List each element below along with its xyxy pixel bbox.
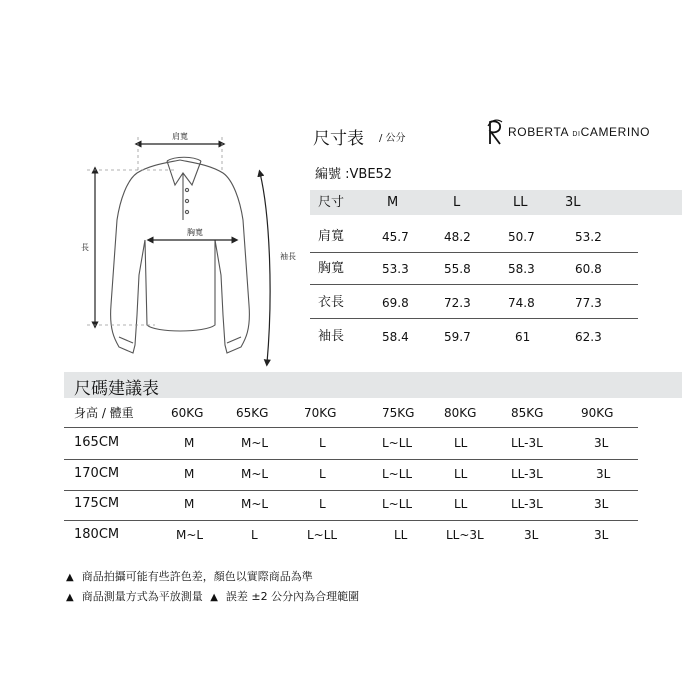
brand-name-part2: CAMERINO xyxy=(580,125,651,139)
cell: M~L xyxy=(241,467,269,481)
note-tolerance-text: 誤差 ±2 公分內為合理範圍 xyxy=(225,590,360,603)
sleeve-arrow xyxy=(260,173,270,363)
triangle-icon: ▲ xyxy=(66,572,74,583)
cell: LL xyxy=(394,528,408,542)
shirt-outline xyxy=(111,157,250,353)
brand-name-di: DI xyxy=(572,131,581,138)
triangle-icon: ▲ xyxy=(210,592,218,603)
corner-label: 身高 / 體重 xyxy=(74,406,134,420)
cell: 3L xyxy=(594,497,609,511)
brand-name xyxy=(508,125,650,139)
cell: 53.2 xyxy=(575,230,602,244)
cell: L~LL xyxy=(382,497,413,511)
cell: LL xyxy=(454,436,468,450)
recommend-row-165 xyxy=(64,429,638,460)
weight-header: 65KG xyxy=(236,406,269,420)
cell: 45.7 xyxy=(382,230,409,244)
note-measure xyxy=(66,588,359,604)
weight-header: 90KG xyxy=(581,406,614,420)
cell: L~LL xyxy=(382,467,413,481)
cell: L~LL xyxy=(382,436,413,450)
cell: 53.3 xyxy=(382,262,409,276)
cell: 3L xyxy=(594,528,609,542)
size-row-chest xyxy=(310,254,638,285)
weight-header: 80KG xyxy=(444,406,477,420)
recommend-row-180 xyxy=(64,521,638,551)
weight-header: 75KG xyxy=(382,406,415,420)
cell: 60.8 xyxy=(575,262,602,276)
cell: 3L xyxy=(596,467,611,481)
shoulder-label: 肩寬 xyxy=(172,132,188,141)
length-label: 長 xyxy=(81,243,89,252)
size-header-label: 尺寸 xyxy=(318,195,345,210)
chest-label: 胸寬 xyxy=(187,228,203,237)
cell: M xyxy=(184,497,195,511)
brand-logo xyxy=(486,117,650,147)
cell: LL-3L xyxy=(511,467,543,481)
weight-header: 85KG xyxy=(511,406,544,420)
cell: 59.7 xyxy=(444,330,471,344)
cell: 74.8 xyxy=(508,296,535,310)
cell: M xyxy=(184,436,195,450)
cell: 55.8 xyxy=(444,262,471,276)
cell: LL-3L xyxy=(511,497,543,511)
cell: LL-3L xyxy=(511,436,543,450)
note-color-text: 商品拍攝可能有些許色差，顏色以實際商品為準 xyxy=(81,570,313,583)
size-header-m: M xyxy=(387,195,399,210)
note-measure-text: 商品測量方式為平放測量 xyxy=(81,590,203,603)
unit-label: / 公分 xyxy=(379,133,406,144)
cell: 3L xyxy=(524,528,539,542)
weight-header: 60KG xyxy=(171,406,204,420)
row-label: 衣長 xyxy=(318,295,345,310)
size-header-l: L xyxy=(453,195,461,210)
cell: 69.8 xyxy=(382,296,409,310)
cell: 58.4 xyxy=(382,330,409,344)
cell: 58.3 xyxy=(508,262,535,276)
height-label: 165CM xyxy=(74,435,120,450)
cell: LL~3L xyxy=(446,528,484,542)
cell: L xyxy=(319,467,326,481)
size-header-3l: 3L xyxy=(565,195,581,210)
shirt-measurement-diagram xyxy=(55,125,300,375)
row-label: 袖長 xyxy=(318,329,345,344)
size-chart-title: 尺寸表 xyxy=(313,129,364,149)
cell: L~LL xyxy=(307,528,338,542)
model-number: 編號 :VBE52 xyxy=(315,167,393,182)
recommend-table-title: 尺碼建議表 xyxy=(74,379,159,399)
brand-name-part1: ROBERTA xyxy=(508,125,569,139)
row-label: 胸寬 xyxy=(318,261,345,276)
cell: M~L xyxy=(241,497,269,511)
size-row-length xyxy=(310,288,638,319)
height-label: 170CM xyxy=(74,466,120,481)
cell: M xyxy=(184,467,195,481)
cell: LL xyxy=(454,467,468,481)
cell: 62.3 xyxy=(575,330,602,344)
size-table-header xyxy=(310,190,682,215)
roberta-r-logo-icon xyxy=(486,118,504,146)
height-label: 180CM xyxy=(74,527,120,542)
cell: 50.7 xyxy=(508,230,535,244)
cell: LL xyxy=(454,497,468,511)
row-label: 肩寬 xyxy=(318,229,345,244)
cell: 77.3 xyxy=(575,296,602,310)
note-color xyxy=(66,568,313,584)
weight-header: 70KG xyxy=(304,406,337,420)
cell: L xyxy=(319,497,326,511)
cell: M~L xyxy=(176,528,204,542)
size-row-sleeve xyxy=(310,322,638,352)
recommend-header-row xyxy=(64,399,638,428)
cell: M~L xyxy=(241,436,269,450)
cell: 61 xyxy=(515,330,531,344)
recommend-row-175 xyxy=(64,490,638,521)
cell: 48.2 xyxy=(444,230,471,244)
height-label: 175CM xyxy=(74,496,120,511)
sleeve-label: 袖長 xyxy=(280,252,296,261)
cell: 72.3 xyxy=(444,296,471,310)
cell: L xyxy=(319,436,326,450)
size-row-shoulder xyxy=(310,222,638,253)
triangle-icon: ▲ xyxy=(66,592,74,603)
cell: 3L xyxy=(594,436,609,450)
cell: L xyxy=(251,528,258,542)
size-header-ll: LL xyxy=(513,195,528,210)
recommend-row-170 xyxy=(64,460,638,491)
